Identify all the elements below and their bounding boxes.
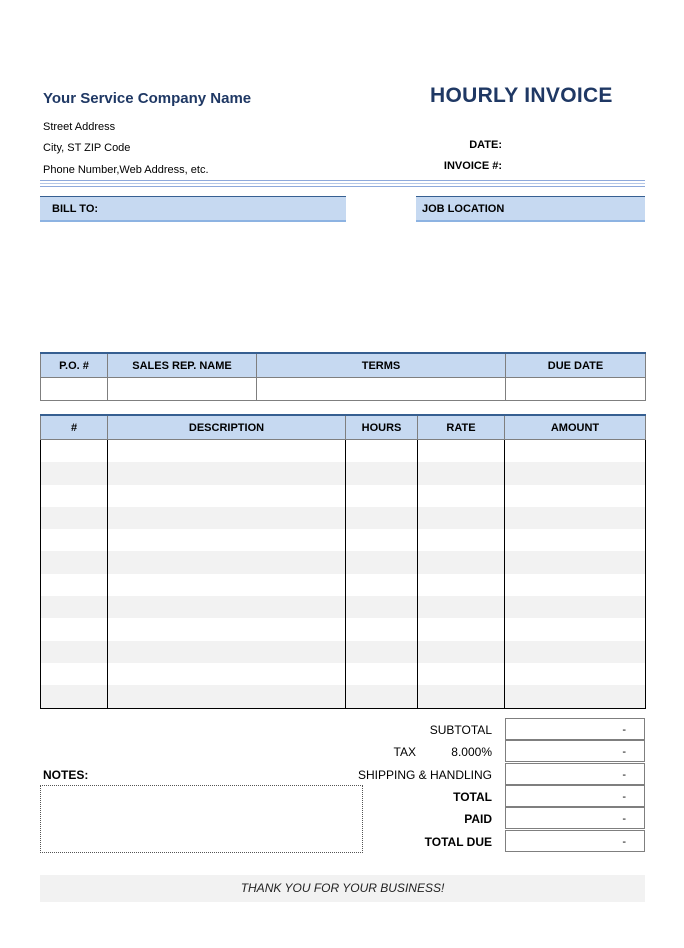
table-row — [41, 551, 646, 573]
paid-value[interactable]: - — [505, 807, 645, 829]
description-cell[interactable] — [108, 440, 346, 463]
hours-cell[interactable] — [346, 462, 418, 484]
hours-cell[interactable] — [346, 596, 418, 618]
rate-cell[interactable] — [418, 663, 505, 685]
notes-box[interactable] — [40, 785, 363, 853]
rate-cell[interactable] — [418, 462, 505, 484]
paid-label: PAID — [464, 812, 492, 826]
amount-cell[interactable] — [505, 529, 646, 551]
total-due-label: TOTAL DUE — [424, 835, 492, 849]
rate-cell[interactable] — [418, 440, 505, 463]
item-number-cell[interactable] — [41, 462, 108, 484]
table-row — [41, 529, 646, 551]
rate-cell[interactable] — [418, 507, 505, 529]
item-number-cell[interactable] — [41, 507, 108, 529]
po-table — [40, 352, 646, 401]
company-name: Your Service Company Name — [43, 90, 252, 107]
amount-cell[interactable] — [505, 551, 646, 573]
amount-cell[interactable] — [505, 618, 646, 640]
rate-cell[interactable] — [418, 529, 505, 551]
rate-cell[interactable] — [418, 641, 505, 663]
table-row — [41, 685, 646, 708]
separator-line — [40, 180, 645, 181]
item-number-cell[interactable] — [41, 596, 108, 618]
amount-cell[interactable] — [505, 663, 646, 685]
rate-cell[interactable] — [418, 618, 505, 640]
amount-cell[interactable] — [505, 507, 646, 529]
po-number-header: P.O. # — [41, 353, 108, 378]
description-cell[interactable] — [108, 663, 346, 685]
table-row — [41, 663, 646, 685]
due-date-header: DUE DATE — [506, 353, 646, 378]
item-number-cell[interactable] — [41, 685, 108, 708]
item-number-cell[interactable] — [41, 529, 108, 551]
description-cell[interactable] — [108, 507, 346, 529]
notes-label: NOTES: — [43, 768, 89, 782]
amount-cell[interactable] — [505, 440, 646, 463]
items-body — [41, 440, 646, 709]
rate-cell[interactable] — [418, 596, 505, 618]
hours-cell[interactable] — [346, 551, 418, 573]
table-row — [41, 440, 646, 463]
total-due-value: - — [505, 830, 645, 852]
description-cell[interactable] — [108, 529, 346, 551]
description-cell[interactable] — [108, 551, 346, 573]
total-value: - — [505, 785, 645, 807]
hours-cell[interactable] — [346, 574, 418, 596]
item-number-header: # — [41, 415, 108, 440]
total-label: TOTAL — [453, 790, 492, 804]
separator-line — [40, 186, 645, 187]
amount-cell[interactable] — [505, 685, 646, 708]
item-number-cell[interactable] — [41, 663, 108, 685]
description-cell[interactable] — [108, 485, 346, 507]
hours-cell[interactable] — [346, 485, 418, 507]
date-label: DATE: — [469, 139, 502, 151]
hours-cell[interactable] — [346, 618, 418, 640]
sales-rep-cell[interactable] — [108, 378, 257, 401]
hours-header: HOURS — [346, 415, 418, 440]
amount-cell[interactable] — [505, 641, 646, 663]
shipping-label: SHIPPING & HANDLING — [357, 768, 492, 782]
item-number-cell[interactable] — [41, 574, 108, 596]
tax-value: - — [505, 740, 645, 762]
subtotal-value: - — [505, 718, 645, 740]
description-cell[interactable] — [108, 574, 346, 596]
table-row — [41, 618, 646, 640]
amount-cell[interactable] — [505, 596, 646, 618]
item-number-cell[interactable] — [41, 641, 108, 663]
table-row — [41, 485, 646, 507]
rate-header: RATE — [418, 415, 505, 440]
rate-cell[interactable] — [418, 551, 505, 573]
hours-cell[interactable] — [346, 685, 418, 708]
description-cell[interactable] — [108, 641, 346, 663]
table-row — [41, 507, 646, 529]
amount-header: AMOUNT — [505, 415, 646, 440]
item-number-cell[interactable] — [41, 618, 108, 640]
table-row — [41, 574, 646, 596]
item-number-cell[interactable] — [41, 485, 108, 507]
description-cell[interactable] — [108, 685, 346, 708]
shipping-value[interactable]: - — [505, 763, 645, 785]
description-cell[interactable] — [108, 618, 346, 640]
table-row — [41, 462, 646, 484]
subtotal-label: SUBTOTAL — [429, 723, 492, 737]
terms-cell[interactable] — [257, 378, 506, 401]
invoice-number-label: INVOICE #: — [443, 160, 502, 172]
item-number-cell[interactable] — [41, 440, 108, 463]
amount-cell[interactable] — [505, 462, 646, 484]
description-cell[interactable] — [108, 462, 346, 484]
separator-line — [40, 183, 645, 184]
job-location-header: JOB LOCATION — [416, 196, 645, 222]
company-contact: Phone Number,Web Address, etc. — [43, 164, 209, 176]
items-table — [40, 414, 646, 709]
rate-cell[interactable] — [418, 685, 505, 708]
description-cell[interactable] — [108, 596, 346, 618]
table-row — [41, 641, 646, 663]
hours-cell[interactable] — [346, 529, 418, 551]
due-date-cell[interactable] — [506, 378, 646, 401]
company-street: Street Address — [43, 121, 116, 133]
amount-cell[interactable] — [505, 485, 646, 507]
hours-cell[interactable] — [346, 663, 418, 685]
amount-cell[interactable] — [505, 574, 646, 596]
tax-label: TAX — [393, 745, 416, 759]
table-row — [41, 596, 646, 618]
tax-rate[interactable]: 8.000% — [451, 745, 492, 759]
footer-message: THANK YOU FOR YOUR BUSINESS! — [40, 875, 645, 902]
item-number-cell[interactable] — [41, 551, 108, 573]
bill-to-header: BILL TO: — [40, 196, 346, 222]
company-city: City, ST ZIP Code — [43, 142, 131, 154]
rate-cell[interactable] — [418, 574, 505, 596]
rate-cell[interactable] — [418, 485, 505, 507]
terms-header: TERMS — [257, 353, 506, 378]
hours-cell[interactable] — [346, 507, 418, 529]
document-title: HOURLY INVOICE — [430, 84, 613, 107]
po-number-cell[interactable] — [41, 378, 108, 401]
sales-rep-header: SALES REP. NAME — [108, 353, 257, 378]
hours-cell[interactable] — [346, 440, 418, 463]
hours-cell[interactable] — [346, 641, 418, 663]
description-header: DESCRIPTION — [108, 415, 346, 440]
